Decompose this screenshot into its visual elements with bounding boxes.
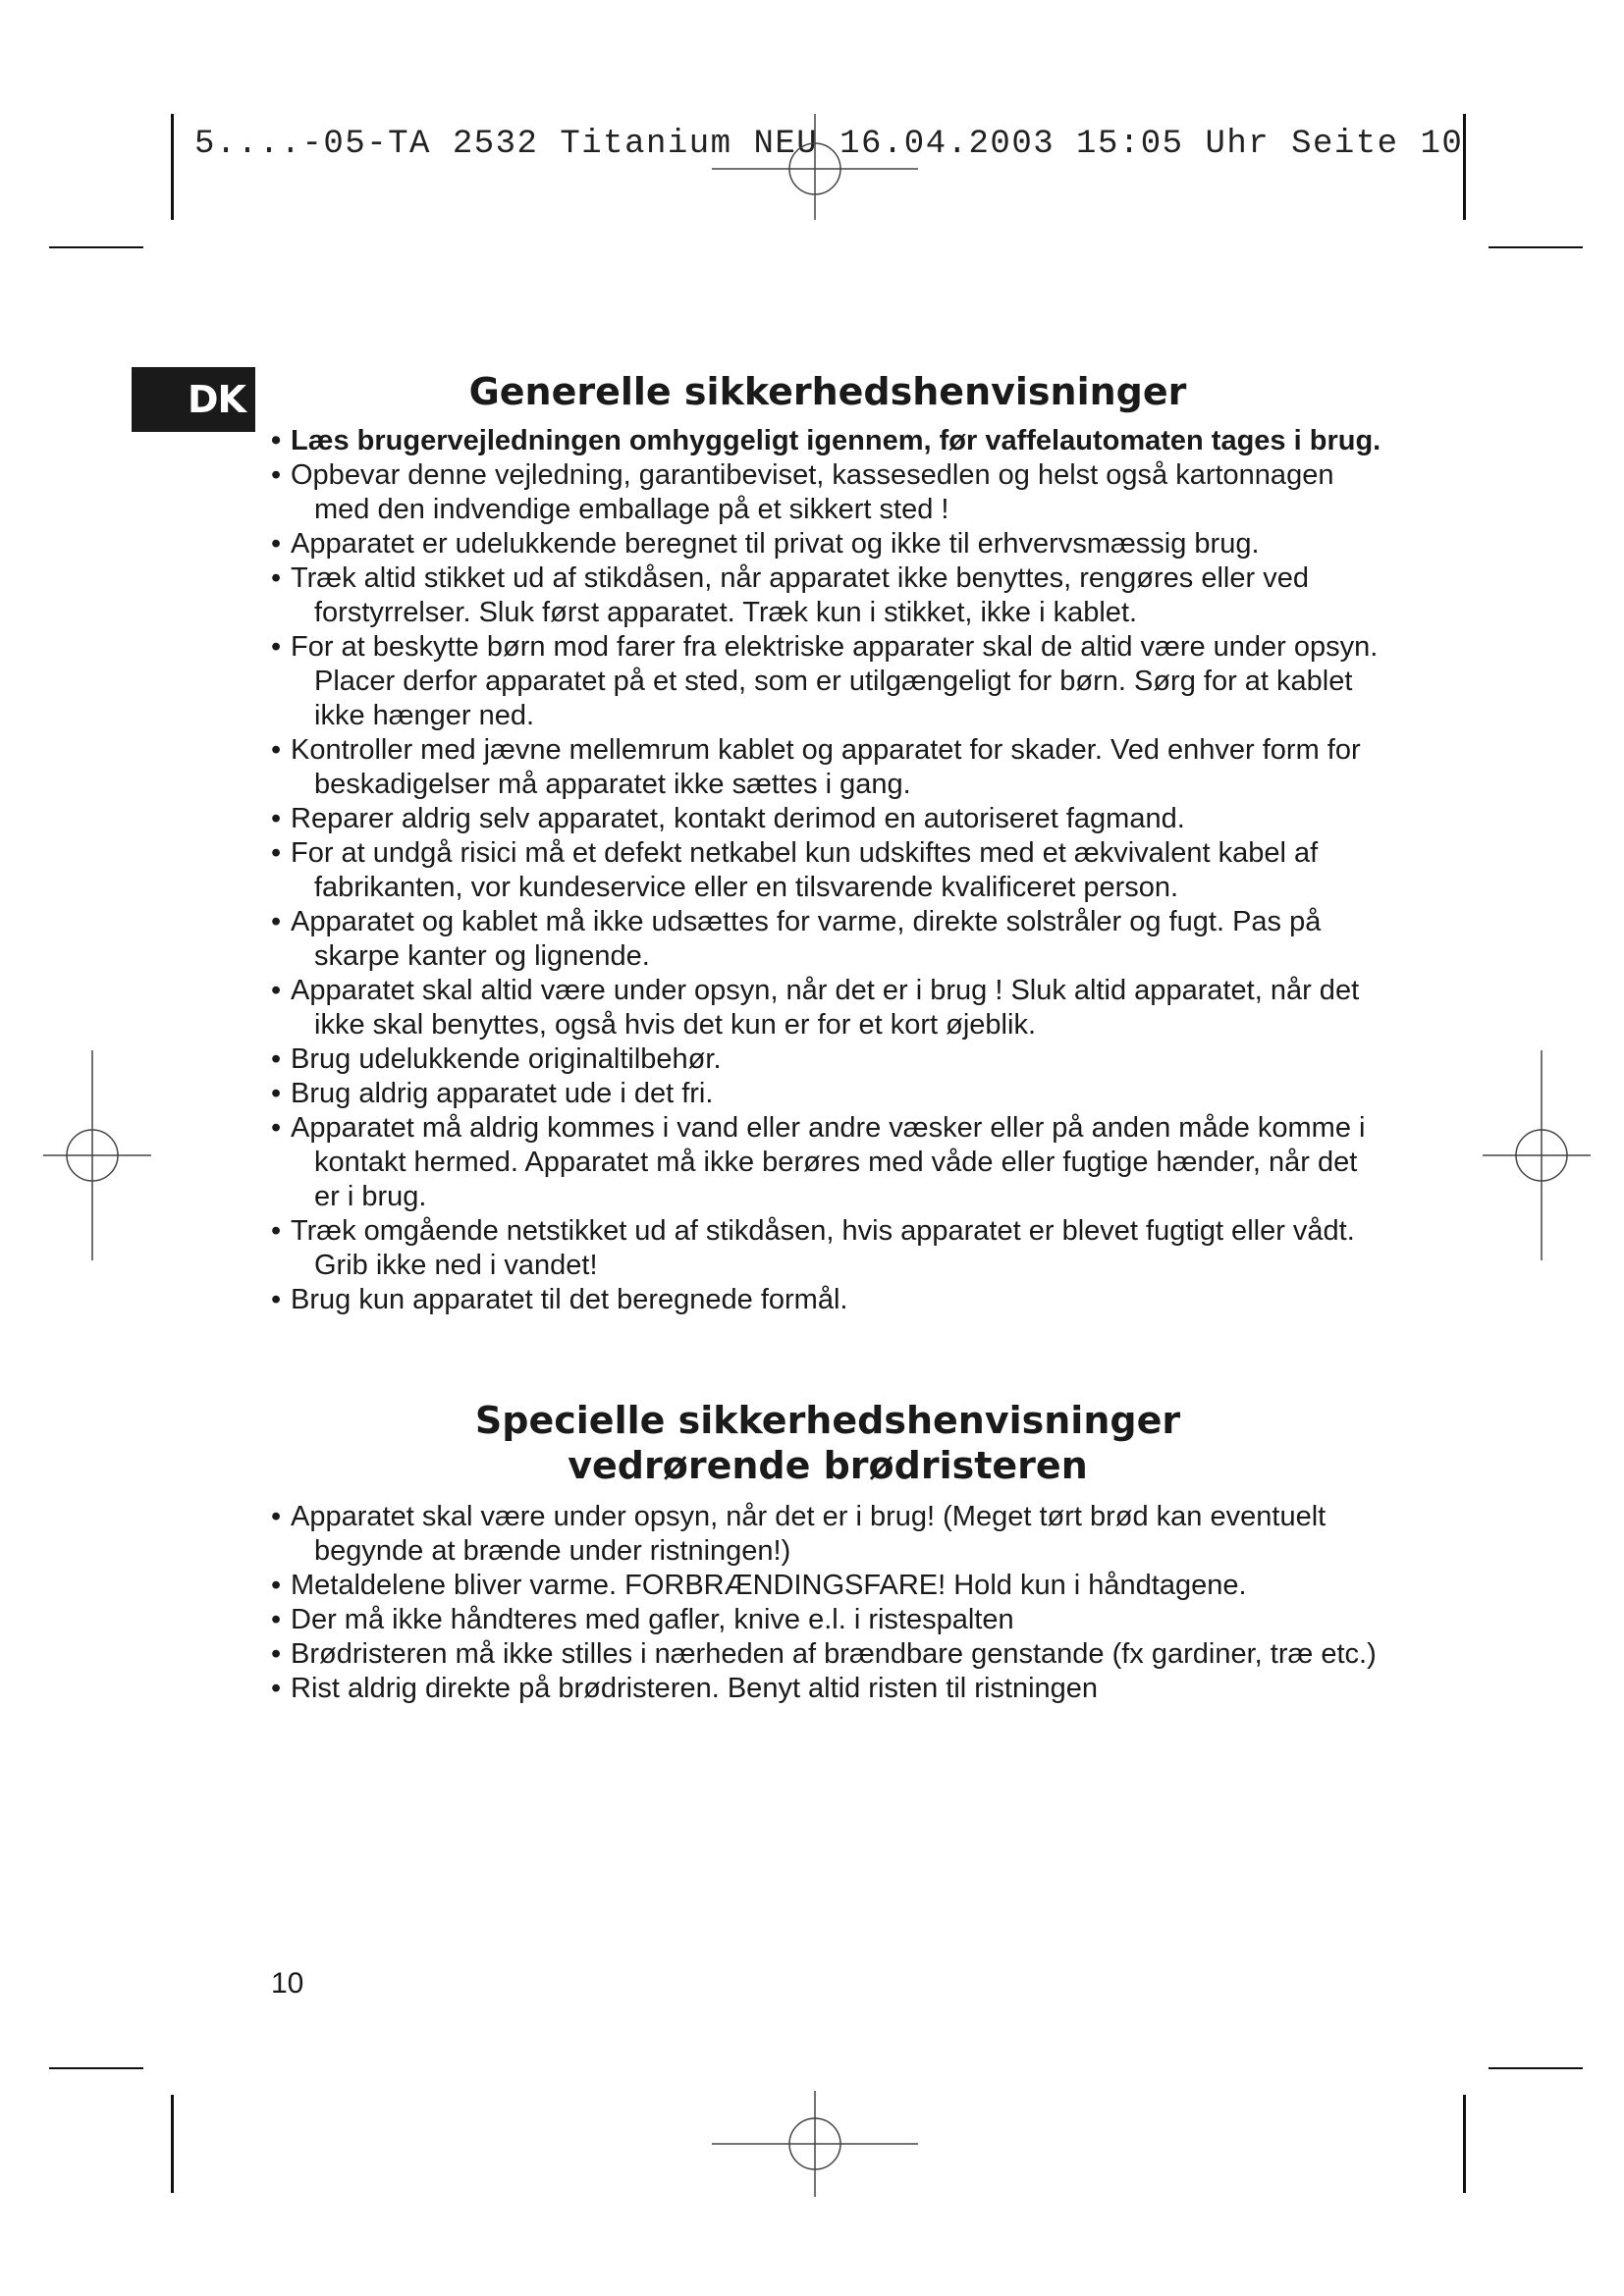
bullet-icon: •	[271, 1043, 282, 1075]
list-item: • Brug kun apparatet til det beregnede formål.	[271, 1284, 848, 1315]
list-item: • Apparatet er udelukkende beregnet til privat og ikke til erhvervsmæssig brug.	[271, 528, 1260, 560]
bullet-icon: •	[271, 1078, 282, 1109]
crop-mark-bottom-left-vertical	[171, 2095, 174, 2193]
section-heading-line-1: Specielle sikkerhedshenvisninger	[474, 1399, 1181, 1442]
crop-mark-bottom-right-vertical	[1463, 2095, 1466, 2193]
registration-mark-left	[43, 1050, 151, 1260]
list-item: • Reparer aldrig selv apparatet, kontakt derimod en autoriseret fagmand.	[271, 803, 1185, 834]
bullet-icon: •	[271, 1638, 282, 1670]
bullet-icon: •	[271, 1604, 282, 1635]
list-item: • Apparatet må aldrig kommes i vand eller andre væsker eller på anden måde komme i kontakt hermed. Apparatet må ikke berøres med våde eller fugtige hænder, når det er i brug.	[271, 1112, 1366, 1212]
list-item: • Rist aldrig direkte på brødristeren. Benyt altid risten til ristningen	[271, 1673, 1099, 1704]
bullet-icon: •	[271, 1501, 282, 1532]
list-item: • Apparatet skal altid være under opsyn, når det er i brug ! Sluk altid apparatet, når det ikke skal benyttes, også hvis det kun er for et kort øjeblik.	[271, 975, 1360, 1041]
list-item: • Brødristeren må ikke stilles i nærheden af brændbare genstande (fx gardiner, træ etc.)	[271, 1638, 1377, 1670]
bullet-icon: •	[271, 975, 282, 1006]
bullet-icon: •	[271, 1215, 282, 1247]
print-slug: 5....-05-TA 2532 Titanium NEU 16.04.2003 15:05 Uhr Seite 10	[194, 126, 1464, 163]
crop-mark-top-right-vertical	[1463, 114, 1466, 220]
bullet-icon: •	[271, 459, 282, 491]
list-item: • Træk omgående netstikket ud af stikdåsen, hvis apparatet er blevet fugtigt eller vådt. Grib ikke ned i vandet!	[271, 1215, 1355, 1281]
toaster-safety-list	[271, 1500, 1390, 1706]
list-item: • For at undgå risici må et defekt netkabel kun udskiftes med et ækvivalent kabel af fabrikanten, vor kundeservice eller en tilsvarende kvalificeret person.	[271, 837, 1319, 903]
bullet-icon: •	[271, 803, 282, 834]
section-heading-special-safety	[265, 1398, 1390, 1488]
registration-mark-top	[712, 110, 918, 220]
section-heading-line-2: vedrørende brødristeren	[568, 1444, 1088, 1487]
crop-mark-top-left-horizontal	[49, 246, 143, 248]
crop-mark-top-right-horizontal	[1489, 246, 1583, 248]
list-item: • Apparatet skal være under opsyn, når det er i brug! (Meget tørt brød kan eventuelt begynde at brænde under ristningen!)	[271, 1501, 1326, 1567]
bullet-icon: •	[271, 734, 282, 766]
bullet-icon: •	[271, 528, 282, 560]
bullet-icon: •	[271, 1570, 282, 1601]
crop-mark-bottom-left-horizontal	[49, 2067, 143, 2069]
list-item: • Brug aldrig apparatet ude i det fri.	[271, 1078, 714, 1109]
bullet-icon: •	[271, 837, 282, 869]
bullet-icon: •	[271, 1673, 282, 1704]
list-item: • Opbevar denne vejledning, garantibeviset, kassesedlen og helst også kartonnagen med den indvendige emballage på et sikkert sted !	[271, 459, 1334, 525]
bullet-icon: •	[271, 1284, 282, 1315]
bullet-icon: •	[271, 906, 282, 937]
list-item: • Metaldelene bliver varme. FORBRÆNDINGSFARE! Hold kun i håndtagene.	[271, 1570, 1247, 1601]
registration-mark-right	[1483, 1050, 1591, 1260]
list-item: • For at beskytte børn mod farer fra elektriske apparater skal de altid være under opsyn. Placer derfor apparatet på et sted, som er utilgængeligt for børn. Sørg for at kablet ikke hænger ned.	[271, 631, 1379, 731]
list-item: • Træk altid stikket ud af stikdåsen, når apparatet ikke benyttes, rengøres eller ved forstyrrelser. Sluk først apparatet. Træk kun i stikket, ikke i kablet.	[271, 562, 1309, 628]
crop-mark-bottom-right-horizontal	[1489, 2067, 1583, 2069]
list-item: • Brug udelukkende originaltilbehør.	[271, 1043, 722, 1075]
general-safety-list	[271, 424, 1390, 1317]
crop-mark-top-left-vertical	[171, 114, 174, 220]
list-item: • Apparatet og kablet må ikke udsættes for varme, direkte solstråler og fugt. Pas på skarpe kanter og lignende.	[271, 906, 1322, 972]
bullet-icon: •	[271, 562, 282, 594]
page-number: 10	[271, 1967, 304, 2000]
bullet-icon: •	[271, 1112, 282, 1144]
list-item: • Læs brugervejledningen omhyggeligt igennem, før vaffelautomaten tages i brug.	[271, 425, 1381, 456]
list-item: • Der må ikke håndteres med gafler, knive e.l. i ristespalten	[271, 1604, 1014, 1635]
section-heading-general-safety: Generelle sikkerhedshenvisninger	[468, 370, 1187, 413]
list-item: • Kontroller med jævne mellemrum kablet og apparatet for skader. Ved enhver form for beskadigelser må apparatet ikke sættes i gang.	[271, 734, 1361, 800]
bullet-icon: •	[271, 425, 282, 456]
language-tab: DK	[132, 367, 255, 432]
registration-mark-bottom	[712, 2091, 918, 2199]
bullet-icon: •	[271, 631, 282, 663]
